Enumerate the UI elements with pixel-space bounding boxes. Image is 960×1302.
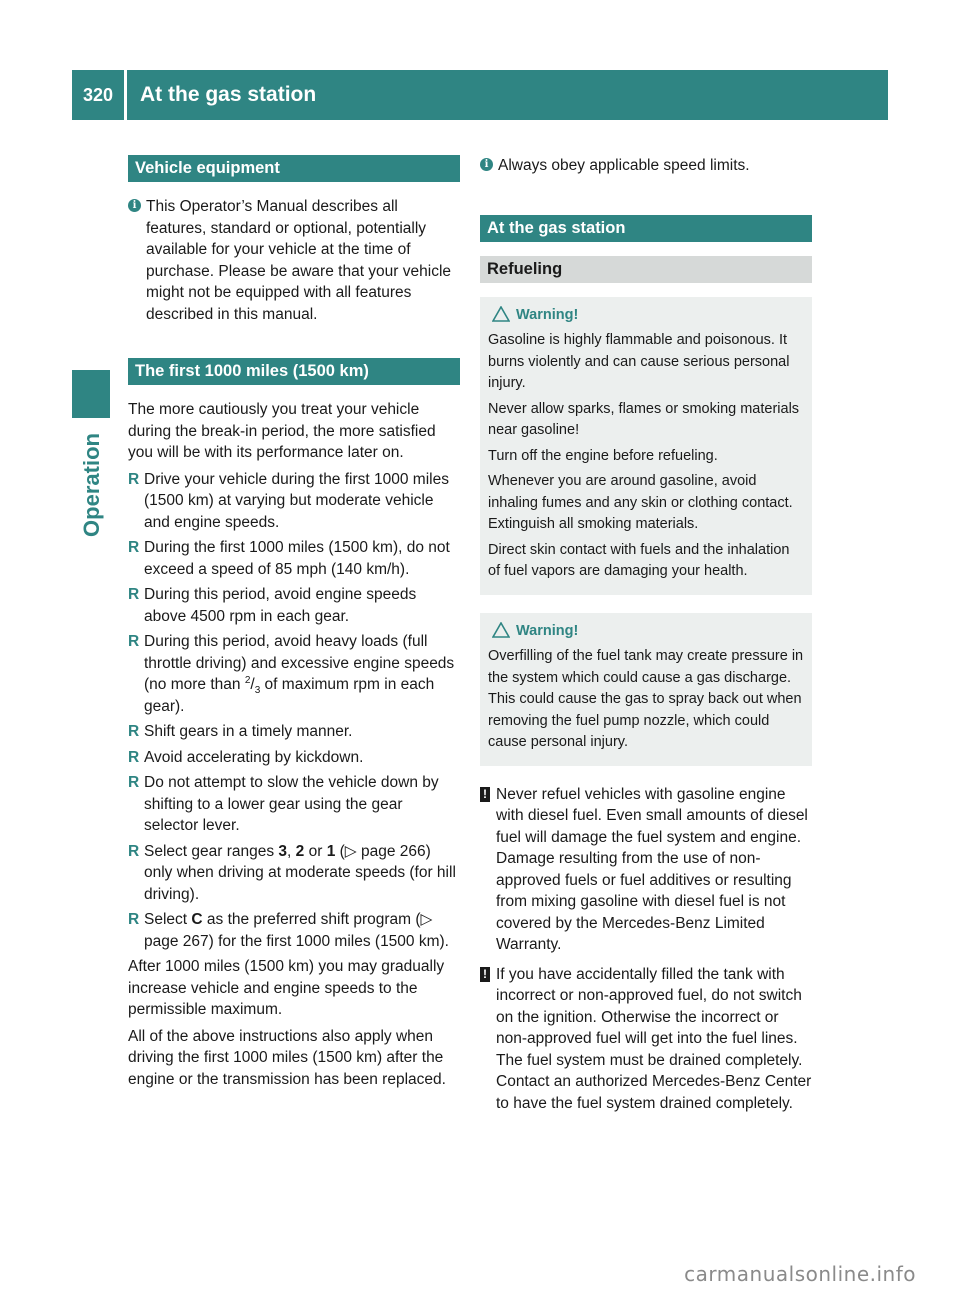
watermark: carmanualsonline.info (684, 1262, 916, 1286)
list-item-text: (▷ page 266) only when driving at moderate speeds (for hill driving). (144, 842, 456, 903)
first-miles-intro: The more cautiously you treat your vehicle during the break-in period, the more satisfied you will be with its performance later on. (128, 401, 436, 461)
list-item (128, 721, 460, 743)
heading-refueling: Refueling (480, 256, 812, 283)
warning-title-text: Warning! (516, 306, 579, 323)
separator: , (287, 842, 296, 860)
bullet-icon: R (128, 539, 140, 556)
warning-paragraph: Direct skin contact with fuels and the inhalation of fuel vapors are damaging your health. (488, 541, 790, 579)
warning-paragraph: Never allow sparks, flames or smoking materials near gasoline! (488, 400, 800, 438)
heading-at-gas-station: At the gas station (480, 215, 812, 242)
list-item-text: During this period, avoid engine speeds above 4500 rpm in each gear. (144, 586, 417, 625)
info-text: This Operator’s Manual describes all features, standard or optional, potentially available for your vehicle at the time of purchase. Please be aware that your vehicle might not be equipped with all features described in this manual. (146, 198, 452, 323)
note-text: Never refuel vehicles with gasoline engine with diesel fuel. Even small amounts of diesel fuel will damage the fuel system and engine. Damage resulting from the use of non-approved fuels or fuel additives or resulting from mixing gasoline with diesel fuel is not covered by the Mercedes-Benz Limited Warranty. (496, 785, 808, 953)
page-header (72, 70, 888, 120)
warning-title (488, 305, 804, 327)
warning-title (488, 621, 804, 643)
right-column (480, 155, 812, 1122)
bullet-icon: R (128, 911, 140, 928)
left-column (128, 155, 460, 1095)
list-item (128, 537, 460, 580)
list-item-text: of maximum rpm in each gear). (144, 676, 435, 715)
list-item: R During this period, avoid heavy loads (full throttle driving) and excessive engine speeds (no more than $^2/_3$ of maximum rpm in each gear). (128, 633, 455, 715)
list-item (128, 772, 460, 837)
warning-triangle-icon (492, 306, 510, 322)
list-item (128, 909, 460, 952)
gear-range: 1 (326, 842, 336, 860)
bullet-icon: R (128, 774, 140, 791)
heading-first-miles: The first 1000 miles (1500 km) (128, 358, 460, 385)
bullet-icon: R (128, 470, 140, 488)
warning-title-text: Warning! (516, 622, 579, 639)
shift-program: C (191, 911, 203, 928)
side-tab-label (72, 420, 112, 550)
list-item-text: During this period, avoid heavy loads (full throttle driving) and excessive engine speeds (no more than (144, 633, 455, 693)
list-item (128, 747, 460, 769)
fraction-numerator: 2 (244, 674, 251, 686)
list-item (128, 469, 460, 534)
exclamation-icon: ! (480, 967, 490, 982)
warning-box-overfill (480, 613, 812, 766)
replacement-note-text: All of the above instructions also apply when driving the first 1000 miles (1500 km) after the engine or the transmission has been replaced. (128, 1027, 446, 1088)
list-item-text: During the first 1000 miles (1500 km), do not exceed a speed of 85 mph (140 km/h). (144, 539, 450, 578)
gear-range: 2 (295, 842, 305, 860)
bullet-icon: R (128, 633, 140, 650)
warning-triangle-icon (492, 622, 510, 638)
fraction-denominator: 3 (254, 685, 261, 697)
list-item-text: as the preferred shift program (▷ page 267) for the first 1000 miles (1500 km). (144, 911, 449, 950)
warning-paragraph: Overfilling of the fuel tank may create pressure in the system which could cause a gas discharge. This could cause the gas to spray back out when removing the fuel pump nozzle, which could cause personal injury. (488, 648, 804, 750)
note-text: If you have accidentally filled the tank with incorrect or non-approved fuel, do not switch on the ignition. Otherwise the incorrect or non-approved fuel will get into the fuel lines. The fuel system must be drained completely. Contact an authorized Mercedes-Benz Center to have the fuel system drained completely. (496, 965, 812, 1112)
bullet-icon: R (128, 748, 140, 766)
heading-vehicle-equipment: Vehicle equipment (128, 155, 460, 182)
list-item (128, 584, 460, 627)
list-item-text: Select (144, 911, 192, 928)
bullet-icon: R (128, 842, 140, 860)
list-item-text: Do not attempt to slow the vehicle down by shifting to a lower gear using the gear selector lever. (144, 774, 439, 834)
warning-paragraph: Turn off the engine before refueling. (488, 447, 718, 464)
side-tab-marker (72, 370, 110, 418)
list-item-text: Shift gears in a timely manner. (144, 723, 353, 740)
page-number: 320 (72, 70, 127, 120)
caution-note-wrong-fuel (480, 964, 812, 1115)
warning-paragraph: Gasoline is highly flammable and poisonous. It burns violently and can cause serious personal injury. (488, 332, 790, 391)
caution-note-diesel (480, 784, 812, 956)
break-in-list (128, 469, 460, 953)
warning-paragraph: Whenever you are around gasoline, avoid inhaling fumes and any skin or clothing contact. Extinguish all smoking materials. (488, 473, 793, 532)
exclamation-icon: ! (480, 787, 490, 802)
bullet-icon: R (128, 723, 140, 740)
info-text: Always obey applicable speed limits. (498, 157, 750, 174)
bullet-icon: R (128, 586, 140, 603)
list-item-text: Avoid accelerating by kickdown. (144, 748, 364, 766)
list-item (128, 841, 460, 906)
info-icon: i (480, 158, 493, 171)
gear-range: 3 (278, 842, 288, 860)
page-title: At the gas station (140, 83, 317, 106)
list-item-text: Drive your vehicle during the first 1000 miles (1500 km) at varying but moderate vehicle and engine speeds. (144, 470, 449, 531)
info-speed-limits (480, 155, 812, 177)
list-item-text: Select gear ranges (144, 842, 279, 860)
after-break-in-text: After 1000 miles (1500 km) you may gradually increase vehicle and engine speeds to the permissible maximum. (128, 958, 445, 1018)
side-tab-text: Operation (79, 433, 104, 537)
info-vehicle-equipment (128, 196, 460, 325)
info-icon: i (128, 199, 141, 212)
warning-box-gasoline (480, 297, 812, 595)
separator: or (304, 842, 327, 860)
